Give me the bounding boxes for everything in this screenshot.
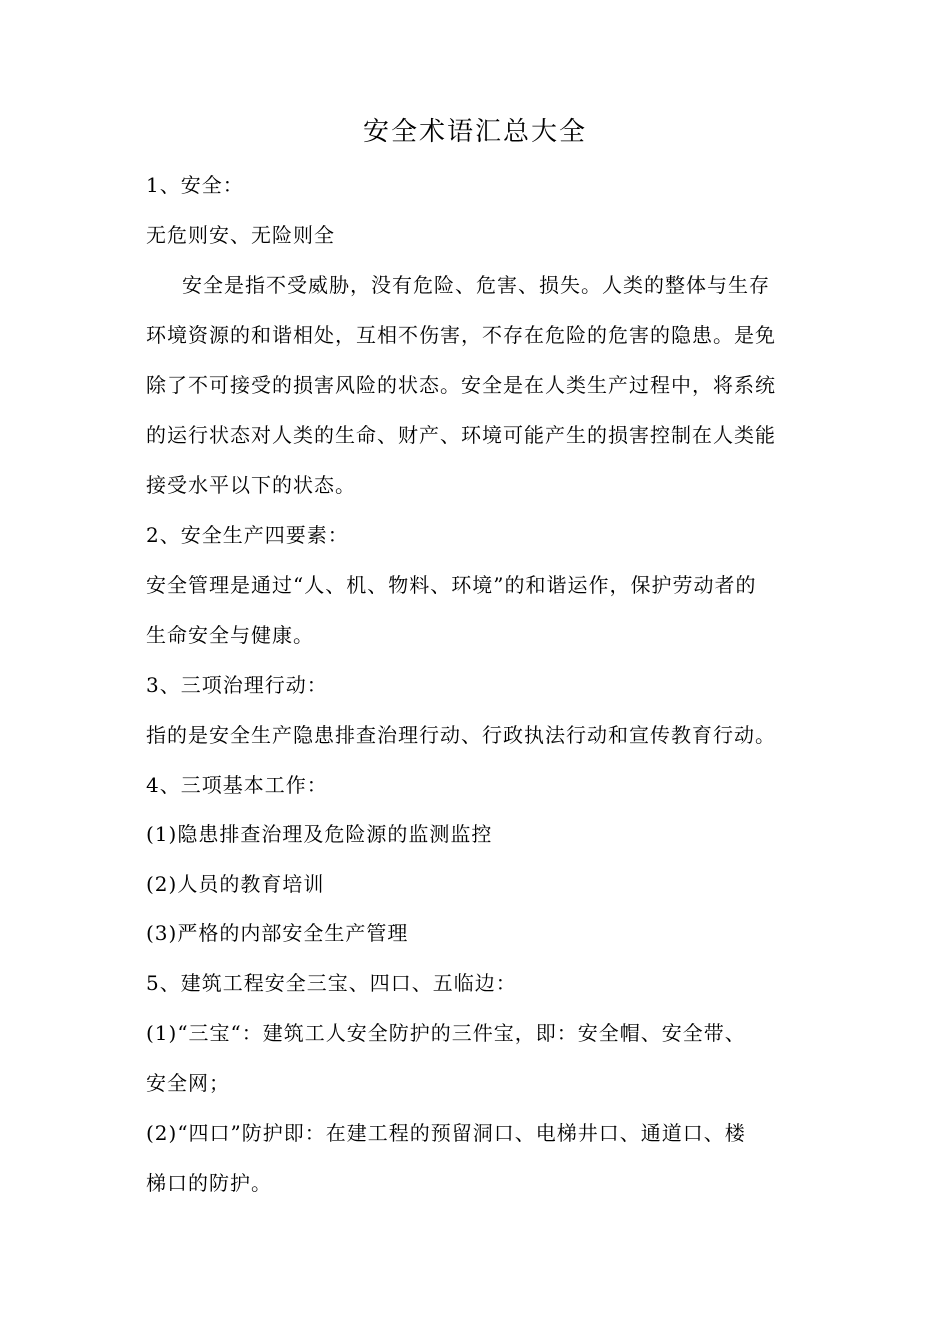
paragraph-line: 安全管理是通过“人、机、物料、环境”的和谐运作，保护劳动者的 — [146, 573, 757, 597]
paragraph-line: 梯口的防护。 — [146, 1171, 272, 1195]
list-item: (2)“四口”防护即：在建工程的预留洞口、电梯井口、通道口、楼 — [146, 1121, 746, 1145]
paragraph-line: 除了不可接受的损害风险的状态。安全是在人类生产过程中，将系统 — [146, 373, 776, 397]
paragraph-line: 生命安全与健康。 — [146, 623, 314, 647]
list-item: (1)隐患排查治理及危险源的监测监控 — [146, 822, 493, 846]
paragraph-line: 安全是指不受威胁，没有危险、危害、损失。人类的整体与生存 — [182, 273, 770, 297]
paragraph-line: 安全网； — [146, 1071, 230, 1095]
section-heading: 2、安全生产四要素： — [146, 523, 349, 547]
paragraph-line: 环境资源的和谐相处，互相不伤害，不存在危险的危害的隐患。是免 — [146, 323, 776, 347]
paragraph-line: 的运行状态对人类的生命、财产、环境可能产生的损害控制在人类能 — [146, 423, 776, 447]
document-title: 安全术语汇总大全 — [362, 117, 587, 147]
list-item: (2)人员的教育培训 — [146, 872, 325, 896]
paragraph-line: 接受水平以下的状态。 — [146, 473, 356, 497]
list-item: (1)“三宝“：建筑工人安全防护的三件宝，即：安全帽、安全带、 — [146, 1021, 746, 1045]
section-heading: 3、三项治理行动： — [146, 673, 328, 697]
section-heading: 1、安全： — [146, 173, 244, 197]
paragraph-line: 无危则安、无险则全 — [146, 223, 335, 247]
section-heading: 4、三项基本工作： — [146, 773, 328, 797]
section-heading: 5、建筑工程安全三宝、四口、五临边： — [146, 971, 517, 995]
list-item: (3)严格的内部安全生产管理 — [146, 921, 409, 945]
paragraph-line: 指的是安全生产隐患排查治理行动、行政执法行动和宣传教育行动。 — [146, 723, 776, 747]
